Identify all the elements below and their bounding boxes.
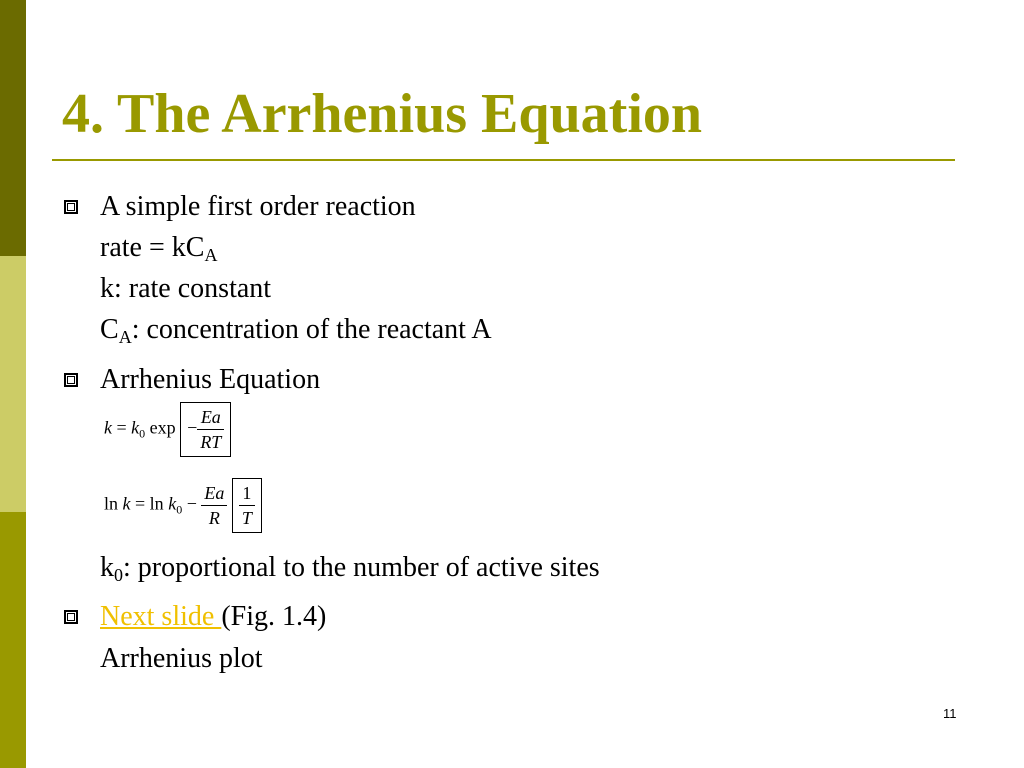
bullet-square-icon	[64, 200, 78, 214]
eq2-numerator-2: 1	[239, 481, 255, 506]
eq1-k: k	[104, 417, 112, 438]
sidebar-band-dark	[0, 0, 26, 256]
eq1-equals: =	[116, 417, 127, 438]
k0-symbol: k	[100, 552, 114, 583]
bullet-square-icon	[64, 610, 78, 624]
concentration-symbol: C	[100, 314, 119, 345]
concentration-definition	[100, 316, 492, 346]
concentration-subscript: A	[118, 327, 132, 347]
eq2-equals: =	[135, 493, 146, 514]
eq2-k0: k	[168, 493, 177, 514]
log-arrhenius-equation	[104, 478, 262, 533]
eq2-denominator-1: R	[208, 508, 220, 528]
concentration-text: : concentration of the reactant A	[131, 314, 492, 345]
eq2-ln: ln	[104, 493, 119, 514]
next-slide-link[interactable]: Next slide	[100, 601, 222, 632]
eq2-numerator-1: Ea	[201, 481, 227, 506]
eq1-k0-subscript: 0	[139, 426, 146, 441]
k0-text: : proportional to the number of active sites	[123, 552, 600, 583]
eq2-ln-2: ln	[149, 493, 164, 514]
sidebar-band-olive	[0, 512, 26, 768]
eq2-fraction-1	[201, 481, 227, 530]
arrhenius-plot-label: Arrhenius plot	[100, 643, 263, 674]
slide-title: 4. The Arrhenius Equation	[62, 83, 703, 145]
eq1-bracket	[180, 402, 231, 457]
page-number: 11	[943, 706, 957, 721]
eq2-k0-subscript: 0	[176, 502, 183, 517]
eq1-numerator: Ea	[197, 405, 224, 430]
bullet-square-icon	[64, 373, 78, 387]
eq2-bracket	[232, 478, 262, 533]
bullet-3-text	[100, 603, 326, 631]
eq1-fraction	[197, 405, 224, 454]
bullet-2-text: Arrhenius Equation	[100, 364, 321, 395]
eq1-exp: exp	[149, 417, 176, 438]
arrhenius-equation	[104, 402, 231, 457]
eq1-minus: −	[187, 417, 198, 438]
eq2-denominator-2: T	[241, 508, 252, 528]
rate-equation-subscript: A	[204, 245, 218, 265]
sidebar-band-light	[0, 256, 26, 512]
figure-reference: (Fig. 1.4)	[221, 601, 327, 632]
k0-definition	[100, 554, 600, 584]
rate-constant-definition: k: rate constant	[100, 273, 272, 304]
eq2-k: k	[122, 493, 131, 514]
eq2-minus: −	[186, 493, 197, 514]
eq2-fraction-2	[239, 481, 255, 530]
rate-equation	[100, 234, 217, 264]
rate-equation-main: rate = kC	[100, 232, 205, 263]
k0-subscript: 0	[114, 565, 123, 585]
bullet-1-text: A simple first order reaction	[100, 191, 416, 222]
eq1-denominator: RT	[200, 432, 222, 452]
title-divider	[52, 159, 955, 161]
eq1-k0: k	[131, 417, 140, 438]
